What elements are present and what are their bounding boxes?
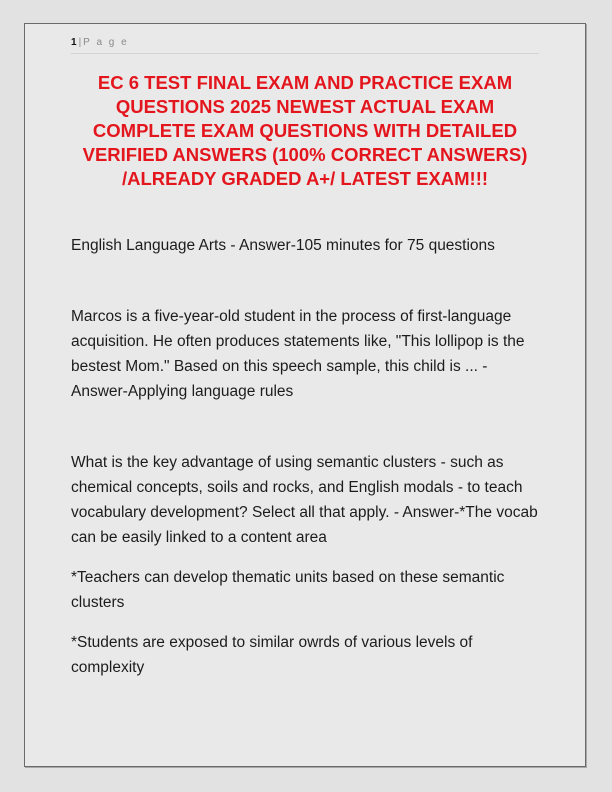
document-body — [71, 233, 539, 680]
page-number-separator: | — [78, 37, 82, 48]
paragraph-answer-option-2: *Students are exposed to similar owrds of various levels of complexity — [71, 634, 473, 676]
title-line: /ALREADY GRADED A+/ LATEST EXAM!!! — [121, 168, 489, 189]
paragraph-answer-option-1: *Teachers can develop thematic units based on these semantic clusters — [71, 569, 505, 611]
document-page — [24, 23, 586, 767]
paragraph-question-2: What is the key advantage of using semantic clusters - such as chemical concepts, soils and rocks, and English modals - to teach vocabulary development? Select all that apply. - Answer-*The vocab can be easily linked to a content area — [71, 454, 538, 546]
title-line: COMPLETE EXAM QUESTIONS WITH DETAILED — [92, 120, 518, 141]
page-number: 1 — [71, 37, 77, 48]
page-header — [71, 37, 539, 54]
document-title — [71, 71, 539, 191]
page-content — [25, 24, 585, 680]
page-label: P a g e — [83, 37, 129, 48]
paragraph-section-header: English Language Arts - Answer-105 minutes for 75 questions — [71, 237, 495, 254]
paragraph-question-1: Marcos is a five-year-old student in the process of first-language acquisition. He often produces statements like, "This lollipop is the bestest Mom." Based on this speech sample, this child is ... - Answer-Applying language rules — [71, 308, 525, 400]
title-line: QUESTIONS 2025 NEWEST ACTUAL EXAM — [115, 96, 495, 117]
title-line: EC 6 TEST FINAL EXAM AND PRACTICE EXAM — [97, 72, 513, 93]
title-line: VERIFIED ANSWERS (100% CORRECT ANSWERS) — [82, 144, 528, 165]
